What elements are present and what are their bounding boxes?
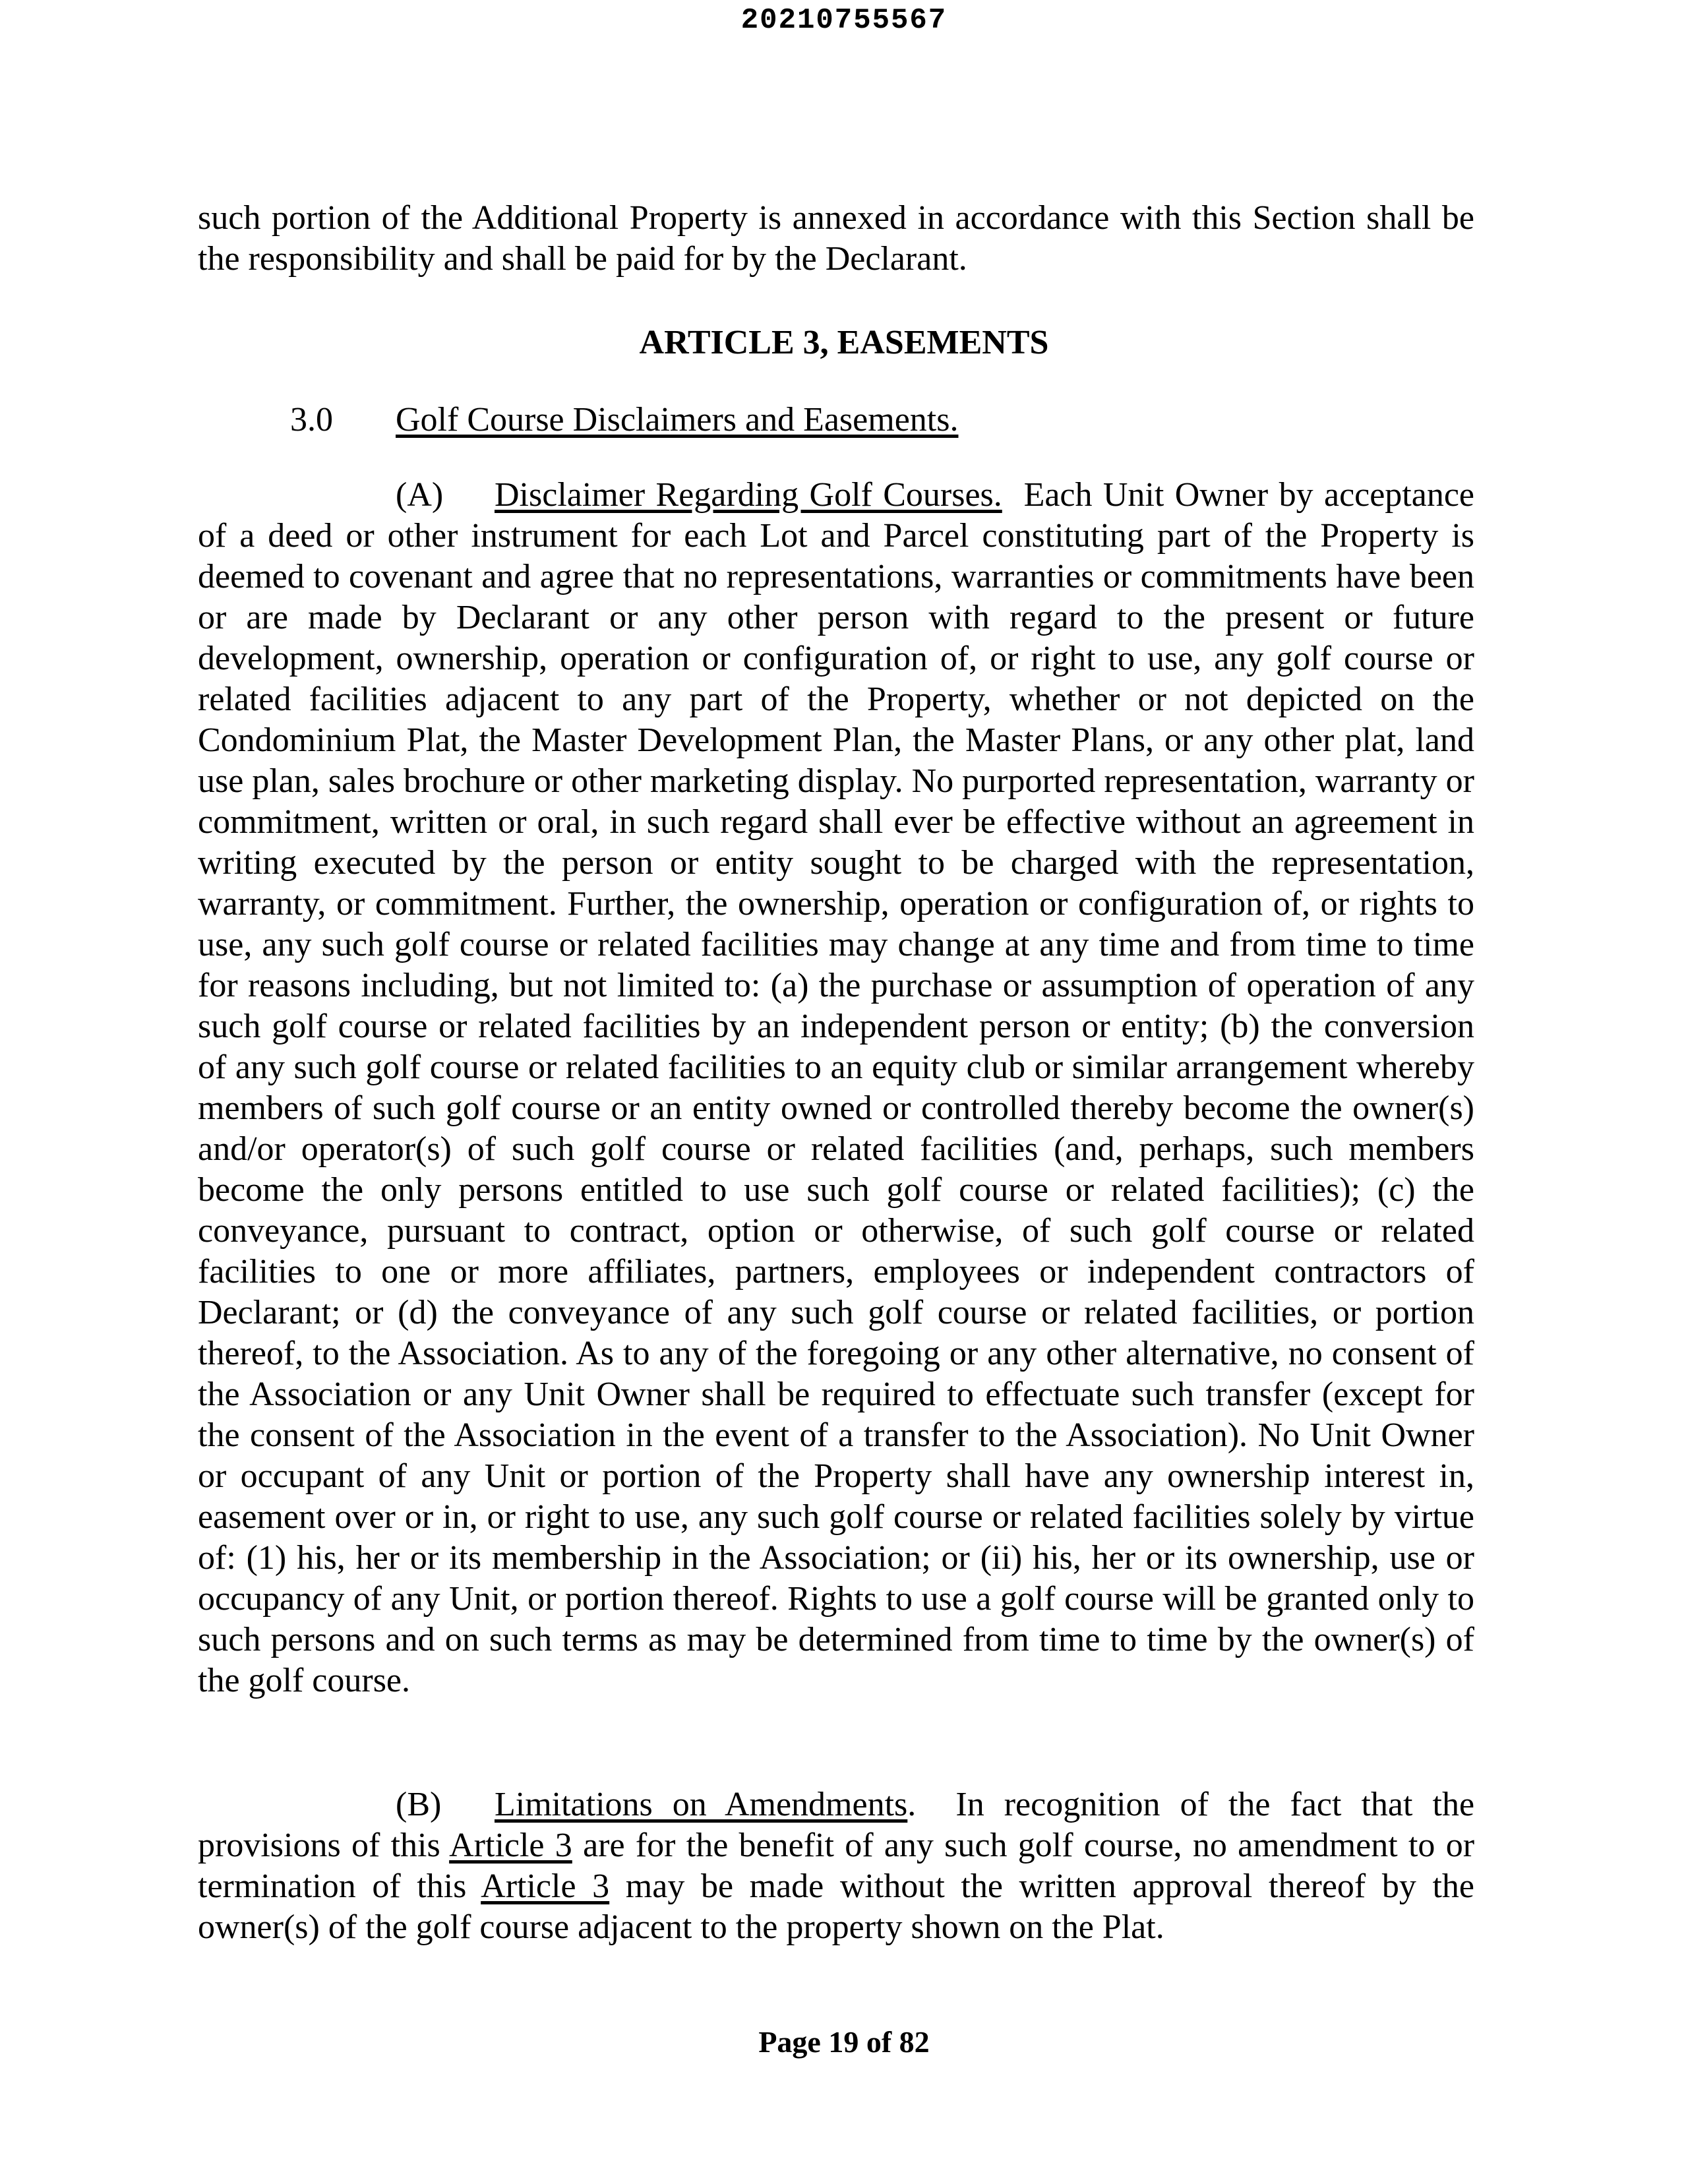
article-heading: ARTICLE 3, EASEMENTS xyxy=(639,324,1049,361)
document-number: 20210755567 xyxy=(740,4,948,37)
paragraph-b-heading-period: . xyxy=(907,1786,917,1823)
paragraph-a-heading: Disclaimer Regarding Golf Courses. xyxy=(495,476,1002,514)
section-heading xyxy=(290,400,958,440)
section-number: 3.0 xyxy=(290,401,333,439)
paragraph-a-label: (A) xyxy=(396,476,444,514)
paragraph-b xyxy=(198,1784,1474,1948)
section-title: Golf Course Disclaimers and Easements. xyxy=(396,401,959,439)
page-number: Page 19 of 82 xyxy=(758,2025,930,2059)
paragraph-a xyxy=(198,475,1474,1701)
article-3-reference: Article 3 xyxy=(449,1827,572,1864)
article-3-reference: Article 3 xyxy=(481,1867,610,1905)
paragraph-b-label: (B) xyxy=(396,1786,442,1823)
paragraph-b-text-3: may be made without the written approval thereof by the owner(s) of the golf course adjacent to the property shown on the Plat. xyxy=(198,1867,1475,1946)
intro-paragraph: such portion of the Additional Property is annexed in accordance with this Section shall be the responsibility and shall be paid for by the Declarant. xyxy=(198,199,1474,278)
paragraph-a-text: Each Unit Owner by acceptance of a deed or other instrument for each Lot and Parcel constituting part of the Property is deemed to covenant and agree that no representations, warranties or commitments have been or are made by Declarant or any other person with regard to the present or future development, ownership, operation or configuration of, or right to use, any golf course or related facilities adjacent to any part of the Property, whether or not depicted on the Condominium Plat, the Master Development Plan, the Master Plans, or any other plat, land use plan, sales brochure or other marketing display. No purported representation, warranty or commitment, written or oral, in such regard shall ever be effective without an agreement in writing executed by the person or entity sought to be charged with the representation, warranty, or commitment. Further, the ownership, operation or configuration of, or rights to use, any such golf course or related facilities may change at any time and from time to time for reasons including, but not limited to: (a) the purchase or assumption of operation of any such golf course or related facilities by an independent person or entity; (b) the conversion of any such golf course or related facilities to an equity club or similar arrangement whereby members of such golf course or an entity owned or controlled thereby become the owner(s) and/or operator(s) of such golf course or related facilities (and, perhaps, such members become the only persons entitled to use such golf course or related facilities); (c) the conveyance, pursuant to contract, option or otherwise, of such golf course or related facilities to one or more affiliates, partners, employees or independent contractors of Declarant; or (d) the conveyance of any such golf course or related facilities, or portion thereof, to the Association. As to any of the foregoing or any other alternative, no consent of the Association or any Unit Owner shall be required to effectuate such transfer (except for the consent of the Association in the event of a transfer to the Association). No Unit Owner or occupant of any Unit or portion of the Property shall have any ownership interest in, easement over or in, or right to use, any such golf course or related facilities solely by virtue of: (1) his, her or its membership in the Association; or (ii) his, her or its ownership, use or occupancy of any Unit, or portion thereof. Rights to use a golf course will be granted only to such persons and on such terms as may be determined from time to time by the owner(s) of the golf course. xyxy=(198,476,1474,1699)
paragraph-b-text-1: In recognition of the fact that the provisions of this xyxy=(198,1786,1475,1864)
paragraph-b-heading: Limitations on Amendments xyxy=(495,1786,908,1823)
paragraph-b-text-2: are for the benefit of any such golf course, no amendment to or termination of this xyxy=(198,1827,1475,1905)
